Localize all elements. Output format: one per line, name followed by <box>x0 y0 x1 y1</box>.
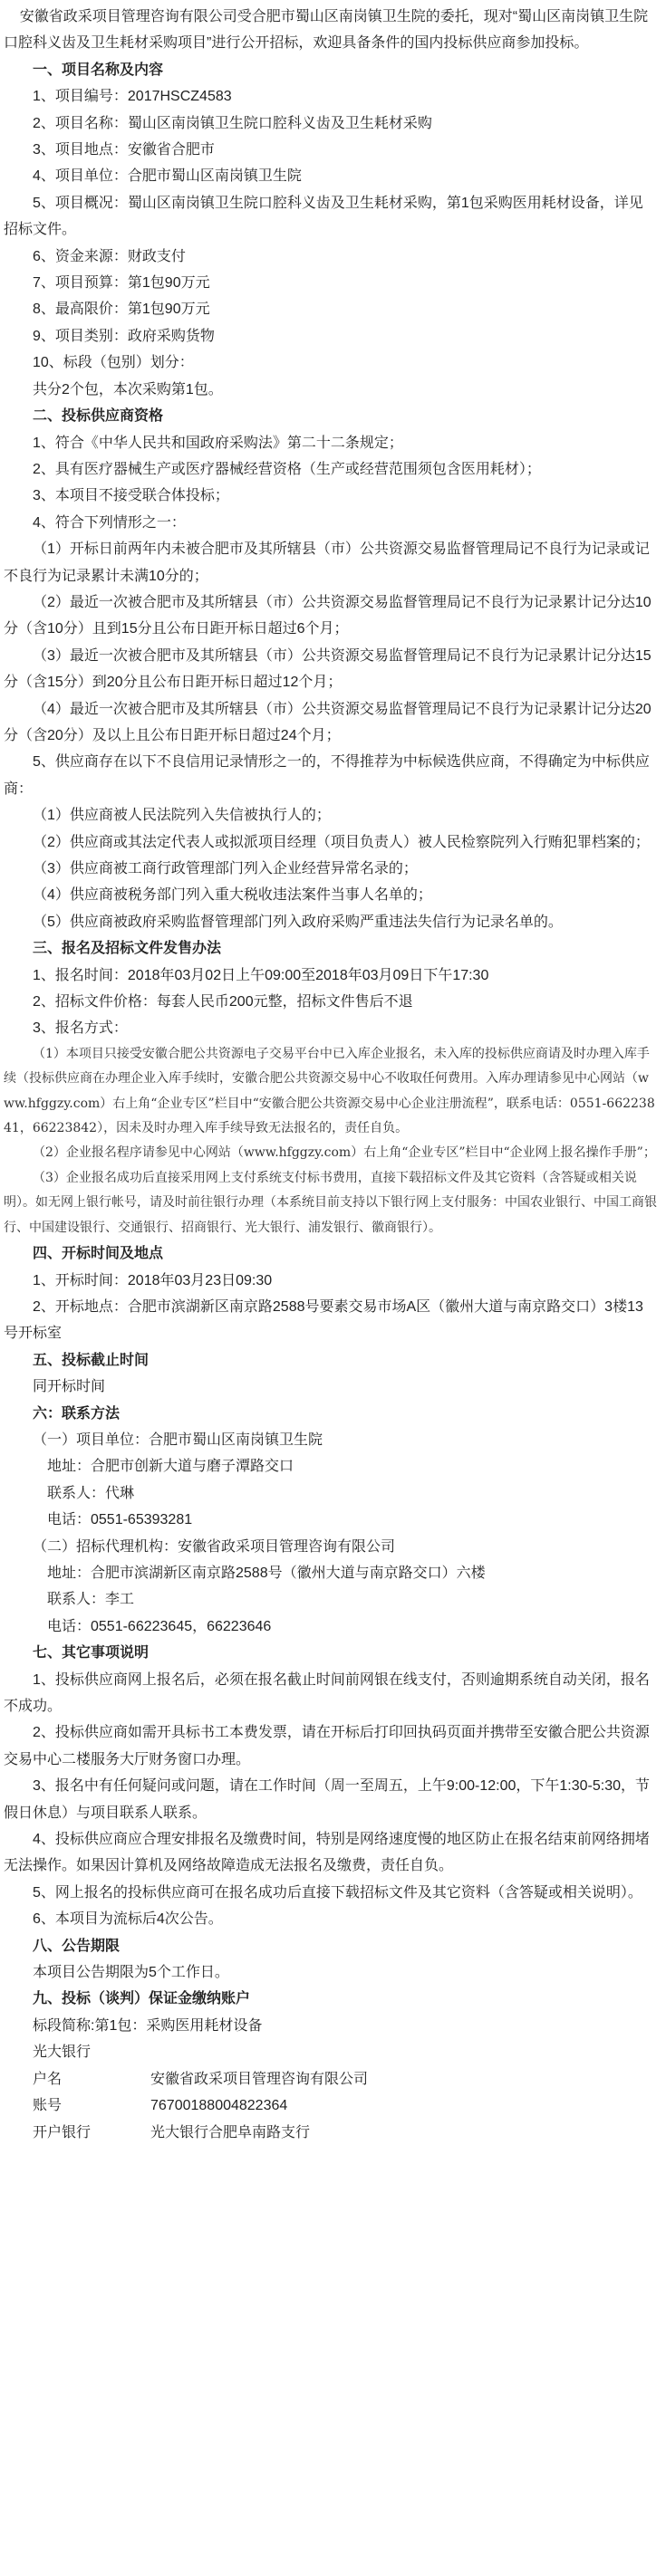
project-item: 2、项目名称：蜀山区南岗镇卫生院口腔科义齿及卫生耗材采购 <box>33 115 432 131</box>
project-item: 7、项目预算：第1包90万元 <box>33 275 210 292</box>
period-text: 本项目公告期限为5个工作日。 <box>33 1965 229 1981</box>
contact-line: 电话：0551-65393281 <box>47 1512 193 1528</box>
contact-line: （一）项目单位：合肥市蜀山区南岗镇卫生院 <box>33 1432 323 1448</box>
deadline-text: 同开标时间 <box>33 1379 106 1395</box>
section-title-qualification: 二、投标供应商资格 <box>33 408 164 425</box>
deposit-row-value: 光大银行合肥阜南路支行 <box>150 2124 311 2140</box>
section-title-deposit: 九、投标（谈判）保证金缴纳账户 <box>33 1991 251 2007</box>
deposit-row-label: 户名 <box>33 2071 63 2087</box>
deposit-bank: 光大银行 <box>33 2045 92 2061</box>
qualification-subitem: （1）开标日前两年内未被合肥市及其所辖县（市）公共资源交易监督管理局记不良行为记录或记不良行为记录累计未满10分的； <box>4 541 650 584</box>
other-item: 2、投标供应商如需开具标书工本费发票，请在开标后打印回执码页面并携带至安徽合肥公共资源交易中心二楼服务大厅财务窗口办理。 <box>4 1725 650 1767</box>
section-title-registration: 三、报名及招标文件发售办法 <box>33 941 222 957</box>
contact-line: （二）招标代理机构：安徽省政采项目管理咨询有限公司 <box>33 1538 396 1555</box>
opening-item: 2、开标地点：合肥市滨湖新区南京路2588号要素交易市场A区（徽州大道与南京路交口）3楼13号开标室 <box>4 1298 643 1342</box>
registration-item: 3、报名方式： <box>33 1020 128 1037</box>
contact-line: 联系人：李工 <box>47 1592 135 1608</box>
qualification-item: 4、符合下列情形之一： <box>33 514 186 531</box>
deposit-row-label: 账号 <box>33 2098 63 2114</box>
qualification-item: 3、本项目不接受联合体投标； <box>33 488 229 504</box>
deposit-row <box>4 2120 657 2146</box>
qualification-subitem: （4）最近一次被合肥市及其所辖县（市）公共资源交易监督管理局记不良行为记录累计记分达20分（含20分）及以上且公布日距开标日超过24个月； <box>4 701 652 743</box>
project-item: 5、项目概况：蜀山区南岗镇卫生院口腔科义齿及卫生耗材采购，第1包采购医用耗材设备，详见招标文件。 <box>4 195 643 238</box>
deposit-row-value: 安徽省政采项目管理咨询有限公司 <box>150 2071 369 2087</box>
intro-paragraph: 安徽省政采项目管理咨询有限公司受合肥市蜀山区南岗镇卫生院的委托，现对“蜀山区南岗镇卫生院口腔科义齿及卫生耗材采购项目”进行公开招标，欢迎具备条件的国内投标供应商参加投标。 <box>4 9 649 52</box>
qualification-item: 5、供应商存在以下不良信用记录情形之一的，不得推荐为中标候选供应商，不得确定为中标供应商： <box>4 754 650 797</box>
deposit-row-label: 开户银行 <box>33 2124 92 2140</box>
registration-item: 1、报名时间：2018年03月02日上午09:00至2018年03月09日下午17:30 <box>33 967 489 983</box>
credit-subitem: （5）供应商被政府采购监督管理部门列入政府采购严重违法失信行为记录名单的。 <box>33 914 563 930</box>
other-item: 1、投标供应商网上报名后，必须在报名截止时间前网银在线支付，否则逾期系统自动关闭，报名不成功。 <box>4 1671 650 1714</box>
registration-item: 2、招标文件价格：每套人民币200元整，招标文件售后不退 <box>33 994 413 1010</box>
project-item: 1、项目编号：2017HSCZ4583 <box>33 89 232 105</box>
contact-line: 联系人：代琳 <box>47 1485 135 1501</box>
project-item: 3、项目地点：安徽省合肥市 <box>33 142 215 158</box>
contact-line: 电话：0551-66223645，66223646 <box>47 1618 272 1634</box>
qualification-subitem: （3）最近一次被合肥市及其所辖县（市）公共资源交易监督管理局记不良行为记录累计记分达15分（含15分）到20分且公布日距开标日超过12个月； <box>4 647 652 691</box>
section-title-project: 一、项目名称及内容 <box>33 62 164 78</box>
qualification-subitem: （2）最近一次被合肥市及其所辖县（市）公共资源交易监督管理局记不良行为记录累计记分达10分（含10分）且到15分且公布日距开标日超过6个月； <box>4 594 652 637</box>
deposit-row <box>4 2092 657 2119</box>
qualification-item: 1、符合《中华人民共和国政府采购法》第二十二条规定； <box>33 435 403 451</box>
registration-note: （2）企业报名程序请参见中心网站（www.hfggzy.com）右上角“企业专区”栏目中“企业网上报名操作手册”； <box>33 1145 656 1161</box>
section-title-period: 八、公告期限 <box>33 1938 121 1954</box>
credit-subitem: （4）供应商被税务部门列入重大税收违法案件当事人名单的； <box>33 887 432 904</box>
credit-subitem: （1）供应商被人民法院列入失信被执行人的； <box>33 808 331 824</box>
project-item: 8、最高限价：第1包90万元 <box>33 302 210 318</box>
section-title-deadline: 五、投标截止时间 <box>33 1352 150 1368</box>
qualification-item: 2、具有医疗器械生产或医疗器械经营资格（生产或经营范围须包含医用耗材）； <box>33 461 541 477</box>
registration-note: （3）企业报名成功后直接采用网上支付系统支付标书费用，直接下载招标文件及其它资料（含答疑或相关说明）。如无网上银行帐号，请及时前往银行办理（本系统目前支持以下银行网上支付服务：中国农业银行、中国工商银行、中国建设银行、交通银行、招商银行、光大银行、浦发银行、徽商银行）。 <box>4 1170 657 1235</box>
contact-line: 地址：合肥市创新大道与磨子潭路交口 <box>47 1459 294 1475</box>
credit-subitem: （2）供应商或其法定代表人或拟派项目经理（项目负责人）被人民检察院列入行贿犯罪档案的； <box>33 834 650 850</box>
registration-note: （1）本项目只接受安徽合肥公共资源电子交易平台中已入库企业报名，未入库的投标供应商请及时办理入库手续（投标供应商在办理企业入库手续时，安徽合肥公共资源交易中心不收取任何费用。入库办理请参见中心网站（www.hfggzy.com）右上角“企业专区”栏目中“安徽合肥公共资源交易中心企业注册流程”，联系电话：0551-66223841，66223842），因未及时办理入库手续导致无法报名的，责任自负。 <box>4 1046 655 1136</box>
credit-subitem: （3）供应商被工商行政管理部门列入企业经营异常名录的； <box>33 861 418 876</box>
section-title-other: 七、其它事项说明 <box>33 1645 150 1661</box>
contact-line: 地址：合肥市滨湖新区南京路2588号（徽州大道与南京路交口）六楼 <box>47 1565 486 1581</box>
section-title-contact: 六：联系方法 <box>33 1405 121 1422</box>
project-item: 4、项目单位：合肥市蜀山区南岗镇卫生院 <box>33 168 302 185</box>
project-item: 共分2个包，本次采购第1包。 <box>33 381 223 397</box>
opening-item: 1、开标时间：2018年03月23日09:30 <box>33 1272 273 1288</box>
project-item: 10、标段（包别）划分： <box>33 355 194 371</box>
project-item: 9、项目类别：政府采购货物 <box>33 328 215 344</box>
other-item: 3、报名中有任何疑问或问题，请在工作时间（周一至周五，上午9:00-12:00，下午1:30-5:30，节假日休息）与项目联系人联系。 <box>4 1778 651 1821</box>
other-item: 6、本项目为流标后4次公告。 <box>33 1911 223 1928</box>
section-title-opening: 四、开标时间及地点 <box>33 1246 164 1262</box>
deposit-row-value: 76700188004822364 <box>150 2098 288 2114</box>
other-item: 5、网上报名的投标供应商可在报名成功后直接下载招标文件及其它资料（含答疑或相关说明）。 <box>33 1884 642 1901</box>
deposit-lot: 标段简称:第1包：采购医用耗材设备 <box>33 2017 263 2034</box>
project-item: 6、资金来源：财政支付 <box>33 248 186 264</box>
deposit-row <box>4 2066 657 2092</box>
other-item: 4、投标供应商应合理安排报名及缴费时间，特别是网络速度慢的地区防止在报名结束前网络拥堵无法操作。如果因计算机及网络故障造成无法报名及缴费，责任自负。 <box>4 1832 650 1874</box>
